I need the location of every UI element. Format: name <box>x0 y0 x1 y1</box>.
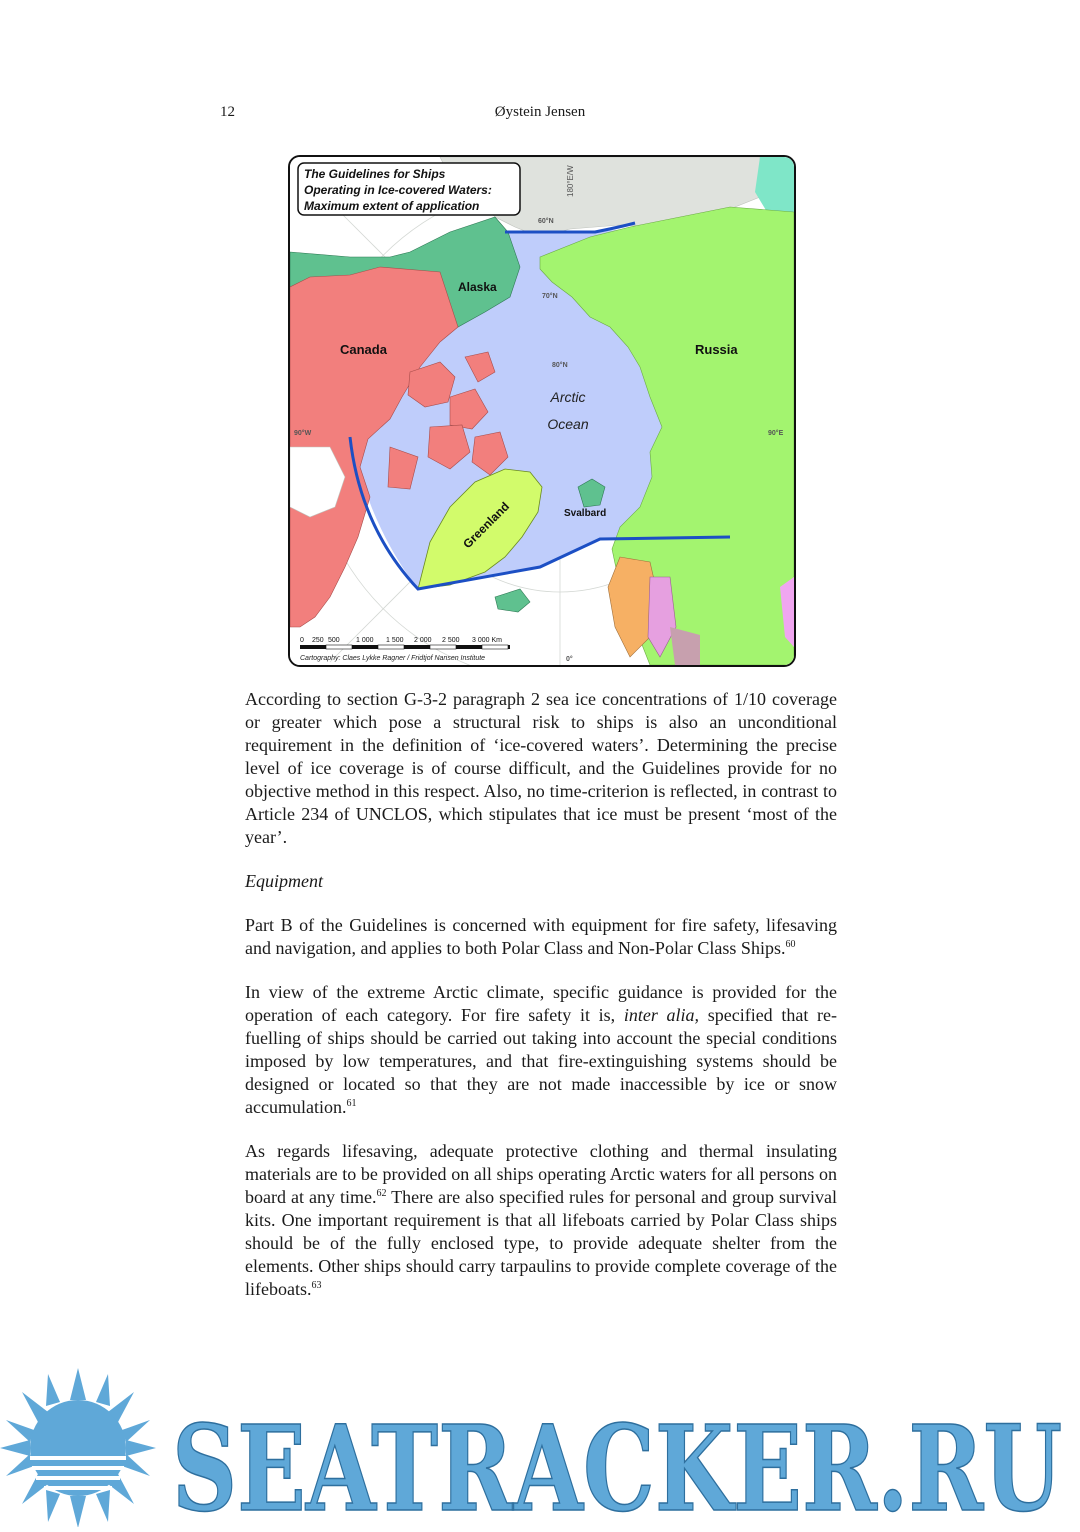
graticule-label-80n: 80°N <box>552 362 568 369</box>
paragraph-fire-safety <box>245 981 837 1119</box>
graticule-label-70n: 70°N <box>542 293 558 300</box>
watermark-text: SEATRACKER.RU <box>172 1399 1062 1527</box>
footnote-ref-60[interactable]: 60 <box>785 939 796 950</box>
map-title-line-1: The Guidelines for Ships <box>304 167 446 181</box>
map-credit: Cartography: Claes Lykke Ragner / Fridtjof Nansen Institute <box>300 655 486 662</box>
paragraph-fire-safety-text-b: specified that re-fuelling of ships should be carried out taking into account the special conditions imposed by low temperatures, and that fire-extinguishing systems should be designed or located so that they are not made inaccessible by ice or snow accumulation. <box>245 1005 838 1117</box>
arctic-map <box>290 157 794 665</box>
label-greenland: Greenland <box>460 499 513 552</box>
footnote-ref-62[interactable]: 62 <box>376 1188 387 1199</box>
watermark <box>0 1360 1080 1527</box>
scale-tick-1500: 1 500 <box>386 637 404 644</box>
scale-tick-2500: 2 500 <box>442 637 460 644</box>
map-title-line-3: Maximum extent of application <box>304 199 480 213</box>
page-number: 12 <box>220 104 235 120</box>
label-canada: Canada <box>340 342 387 357</box>
graticule-label-0: 0° <box>566 656 573 663</box>
label-arctic: Arctic <box>550 389 586 405</box>
inter-alia-italic: inter alia, <box>623 1005 700 1025</box>
graticule-label-90e: 90°E <box>768 430 784 437</box>
label-russia: Russia <box>695 342 738 357</box>
arctic-map-figure <box>288 155 796 667</box>
footnote-ref-63[interactable]: 63 <box>311 1280 322 1291</box>
scale-tick-250: 250 <box>312 637 324 644</box>
scale-tick-3000: 3 000 Km <box>472 637 502 644</box>
section-heading-equipment: Equipment <box>245 871 323 891</box>
running-head-author: Øystein Jensen <box>494 104 586 120</box>
paragraph-fire-safety-text-a: In view of the extreme Arctic climate, specific guidance is provided for the operation of each category. For fire safety it is, <box>245 982 837 1025</box>
sun-logo-icon <box>0 1368 156 1527</box>
paragraph-ice-concentration: According to section G-3-2 paragraph 2 sea ice concentrations of 1/10 coverage or greater which pose a structural risk to ships is also an unconditional requirement in the definition of ‘ice-covered waters’. Determining the precise level of ice coverage is of course difficult, and the Guidelines provide for no objective method in this respect. Also, no time-criterion is reflected, in contrast to Article 234 of UNCLOS, which stipulates that ice must be present ‘most of the year’. <box>245 689 837 847</box>
graticule-label-180: 180°E/W <box>566 165 575 197</box>
paragraph-lifesaving <box>245 1140 837 1301</box>
scale-tick-1000: 1 000 <box>356 637 374 644</box>
graticule-label-90w: 90°W <box>294 430 312 437</box>
graticule-label-60n: 60°N <box>538 218 554 225</box>
paragraph-lifesaving-text-a: As regards lifesaving, adequate protective clothing and thermal insulating materials are to be provided on all ships operating Arctic waters for all persons on board at any time. <box>245 1141 837 1207</box>
footnote-ref-61[interactable]: 61 <box>346 1098 357 1109</box>
scale-tick-500: 500 <box>328 637 340 644</box>
scale-tick-0: 0 <box>300 637 304 644</box>
paragraph-part-b-text: Part B of the Guidelines is concerned with equipment for fire safety, lifesaving and navigation, and applies to both Polar Class and Non-Polar Class Ships. <box>245 915 837 958</box>
watermark-graphic <box>0 1360 1080 1527</box>
label-svalbard: Svalbard <box>564 508 607 519</box>
body-text <box>245 688 837 1322</box>
label-ocean: Ocean <box>547 416 589 432</box>
paragraph-part-b <box>245 914 837 960</box>
map-title-line-2: Operating in Ice-covered Waters: <box>304 183 492 197</box>
scale-tick-2000: 2 000 <box>414 637 432 644</box>
label-alaska: Alaska <box>458 280 497 294</box>
paragraph-lifesaving-text-b: There are also specified rules for personal and group survival kits. One important requirement is that all lifeboats carried by Polar Class ships should be of the fully enclosed type, to provide adequate shelter from the elements. Other ships should carry tarpaulins to provide complete coverage of the lifeboats. <box>245 1187 837 1299</box>
scale-bar <box>300 645 510 649</box>
